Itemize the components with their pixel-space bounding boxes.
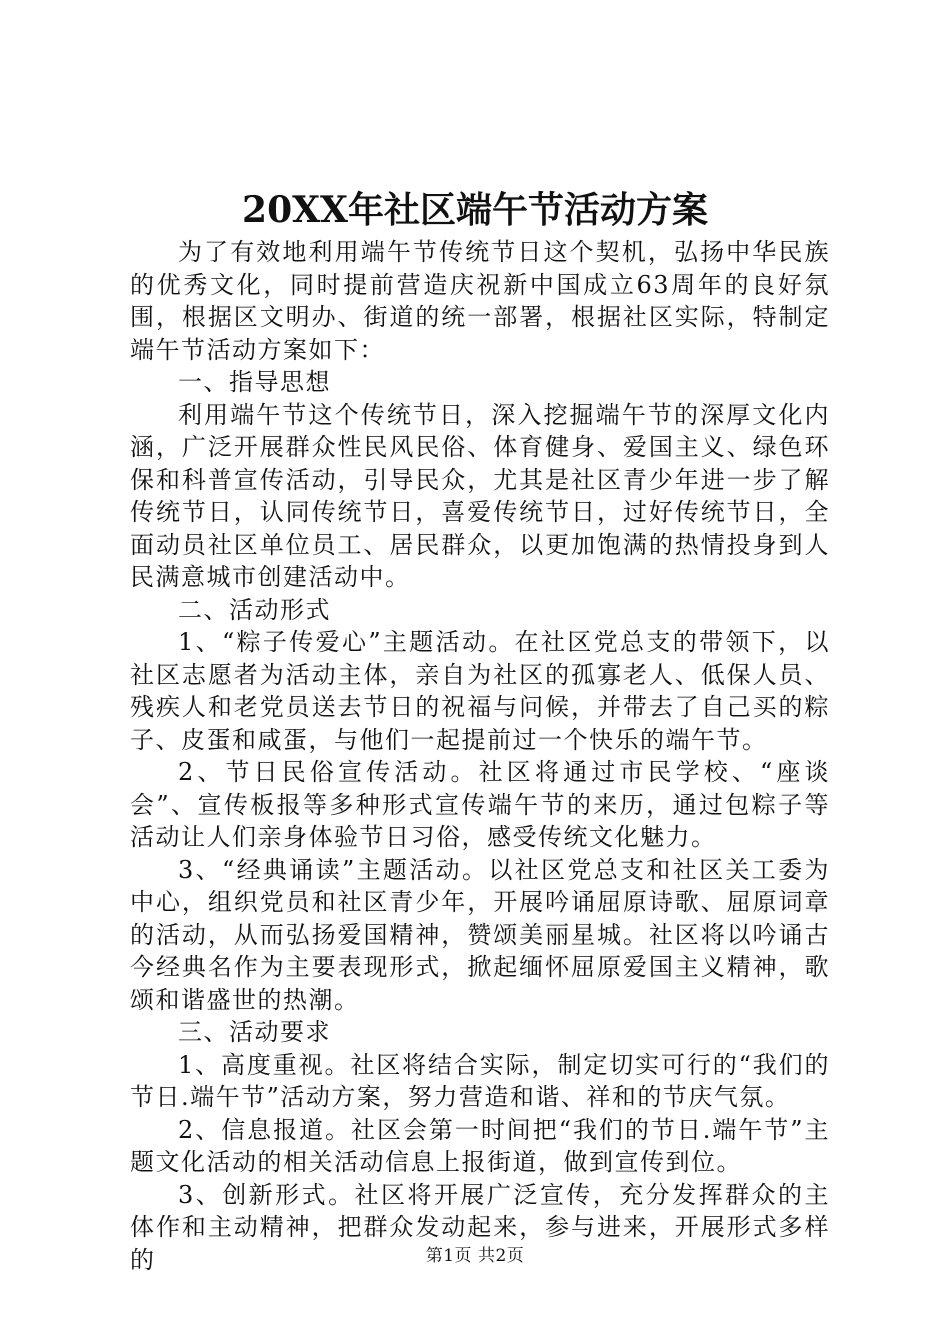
paragraph-requirement-3: 3、创新形式。社区将开展广泛宣传，充分发挥群众的主体作和主动精神，把群众发动起来，参与进来，开展形式多样的 <box>130 1180 830 1274</box>
document-title: 20XX年社区端午节活动方案 <box>242 189 708 231</box>
section-heading-guiding-thought: 一、指导思想 <box>178 368 331 396</box>
document-body <box>130 236 830 1276</box>
paragraph-activity-3: 3、“经典诵读”主题活动。以社区党总支和社区关工委为中心，组织党员和社区青少年，开展吟诵屈原诗歌、屈原词章的活动，从而弘扬爱国精神，赞颂美丽星城。社区将以吟诵古今经典名作为主要表现形式，掀起缅怀屈原爱国主义精神，歌颂和谐盛世的热潮。 <box>130 855 830 1014</box>
paragraph-activity-1: 1、“粽子传爱心”主题活动。在社区党总支的带领下，以社区志愿者为活动主体，亲自为社区的孤寡老人、低保人员、残疾人和老党员送去节日的祝福与问候，并带去了自己买的粽子、皮蛋和咸蛋，与他们一起提前过一个快乐的端午节。 <box>130 628 830 754</box>
paragraph-guiding-thought: 利用端午节这个传统节日，深入挖掘端午节的深厚文化内涵，广泛开展群众性民风民俗、体育健身、爱国主义、绿色环保和科普宣传活动，引导民众，尤其是社区青少年进一步了解传统节日，认同传统节日，喜爱传统节日，过好传统节日，全面动员社区单位员工、居民群众，以更加饱满的热情投身到人民满意城市创建活动中。 <box>130 400 830 591</box>
page-footer: 第1页 共2页 <box>425 1246 525 1266</box>
paragraph-intro: 为了有效地利用端午节传统节日这个契机，弘扬中华民族的优秀文化，同时提前营造庆祝新中国成立63周年的良好氛围，根据区文明办、街道的统一部署，根据社区实际，特制定端午节活动方案如下： <box>130 238 830 364</box>
paragraph-activity-2: 2、节日民俗宣传活动。社区将通过市民学校、“座谈会”、宣传板报等多种形式宣传端午节的来历，通过包粽子等活动让人们亲身体验节日习俗，感受传统文化魅力。 <box>130 758 830 851</box>
section-heading-activity-forms: 二、活动形式 <box>178 595 331 624</box>
section-heading-requirements: 三、活动要求 <box>178 1018 331 1046</box>
paragraph-requirement-1: 1、高度重视。社区将结合实际，制定切实可行的“我们的节日.端午节”活动方案，努力营造和谐、祥和的节庆气氛。 <box>130 1050 830 1111</box>
paragraph-requirement-2: 2、信息报道。社区会第一时间把“我们的节日.端午节”主题文化活动的相关活动信息上报街道，做到宣传到位。 <box>130 1115 830 1176</box>
